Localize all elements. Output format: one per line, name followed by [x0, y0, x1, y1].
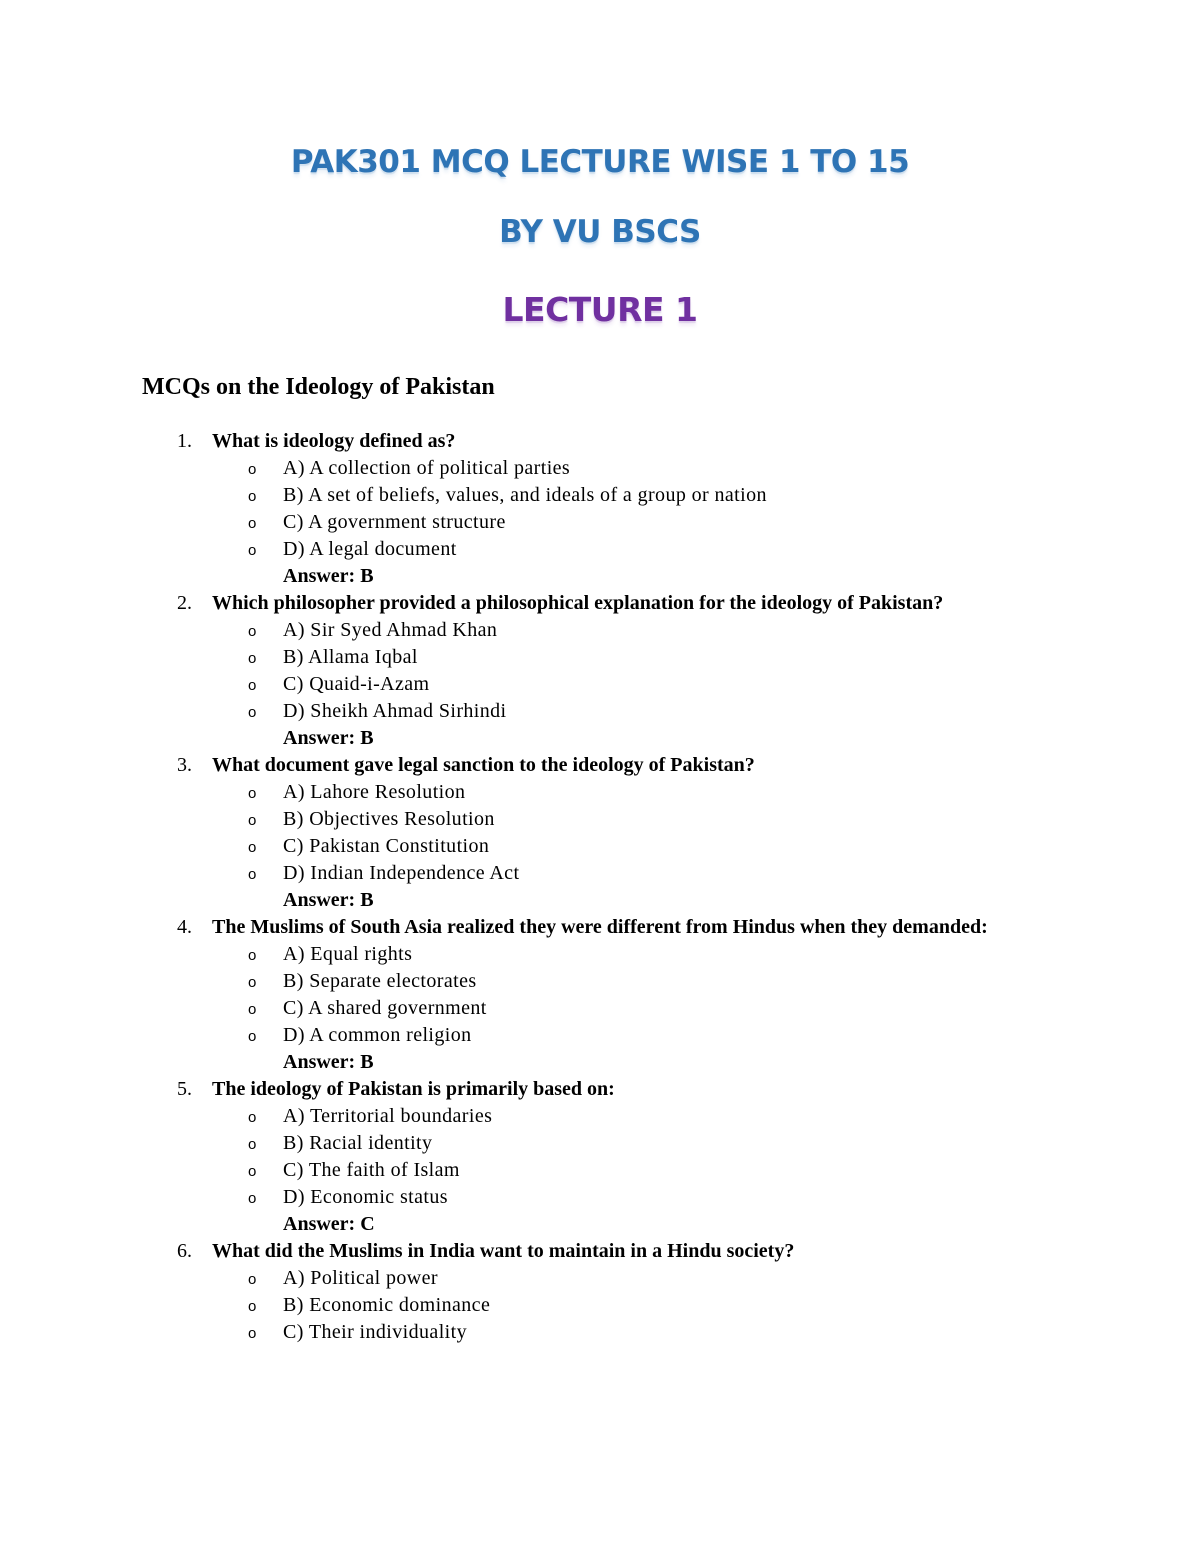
- options-list: [0, 941, 1200, 1049]
- question-number: 4.: [177, 916, 192, 938]
- option-item: [0, 1265, 1200, 1292]
- option-item: [0, 482, 1200, 509]
- option-text: B) Racial identity: [283, 1132, 433, 1154]
- question-number: 5.: [177, 1078, 192, 1100]
- bullet-icon: o: [248, 839, 257, 856]
- question-item: [0, 914, 1200, 1076]
- bullet-icon: o: [248, 461, 257, 478]
- option-item: [0, 455, 1200, 482]
- option-text: B) Economic dominance: [283, 1294, 491, 1316]
- answer-text: Answer: B: [283, 889, 374, 911]
- option-item: [0, 617, 1200, 644]
- bullet-icon: o: [248, 650, 257, 667]
- option-text: A) Lahore Resolution: [283, 781, 466, 803]
- question-number: 3.: [177, 754, 192, 776]
- options-list: [0, 1103, 1200, 1211]
- question-text: What is ideology defined as?: [212, 430, 456, 452]
- bullet-icon: o: [248, 515, 257, 532]
- lecture-heading: LECTURE 1: [502, 290, 698, 329]
- options-list: [0, 455, 1200, 563]
- option-item: [0, 806, 1200, 833]
- option-text: C) Pakistan Constitution: [283, 835, 490, 857]
- option-text: C) A government structure: [283, 511, 506, 533]
- bullet-icon: o: [248, 1028, 257, 1045]
- document-author: BY VU BSCS: [499, 214, 701, 250]
- question-number: 1.: [177, 430, 192, 452]
- option-item: [0, 860, 1200, 887]
- option-item: [0, 509, 1200, 536]
- option-text: D) Sheikh Ahmad Sirhindi: [283, 700, 507, 722]
- bullet-icon: o: [248, 542, 257, 559]
- option-text: D) Indian Independence Act: [283, 862, 520, 884]
- bullet-icon: o: [248, 1001, 257, 1018]
- option-item: [0, 995, 1200, 1022]
- bullet-icon: o: [248, 1298, 257, 1315]
- bullet-icon: o: [248, 812, 257, 829]
- question-list: [0, 428, 1200, 1346]
- bullet-icon: o: [248, 866, 257, 883]
- question-item: [0, 1238, 1200, 1346]
- bullet-icon: o: [248, 1136, 257, 1153]
- bullet-icon: o: [248, 1271, 257, 1288]
- option-item: [0, 1130, 1200, 1157]
- option-text: A) Political power: [283, 1267, 438, 1289]
- option-item: [0, 941, 1200, 968]
- option-text: C) Their individuality: [283, 1321, 467, 1343]
- option-text: C) A shared government: [283, 997, 487, 1019]
- option-text: C) Quaid-i-Azam: [283, 673, 430, 695]
- answer-text: Answer: B: [283, 1051, 374, 1073]
- bullet-icon: o: [248, 785, 257, 802]
- option-text: C) The faith of Islam: [283, 1159, 460, 1181]
- question-item: [0, 590, 1200, 752]
- option-item: [0, 644, 1200, 671]
- option-item: [0, 1184, 1200, 1211]
- option-item: [0, 833, 1200, 860]
- document-title: PAK301 MCQ LECTURE WISE 1 TO 15: [290, 144, 910, 180]
- bullet-icon: o: [248, 704, 257, 721]
- bullet-icon: o: [248, 1190, 257, 1207]
- options-list: [0, 1265, 1200, 1346]
- option-text: A) A collection of political parties: [283, 457, 571, 479]
- question-text: What document gave legal sanction to the ideology of Pakistan?: [212, 754, 755, 776]
- question-item: [0, 428, 1200, 590]
- question-text: What did the Muslims in India want to maintain in a Hindu society?: [212, 1240, 795, 1262]
- options-list: [0, 617, 1200, 725]
- option-item: [0, 698, 1200, 725]
- section-title: MCQs on the Ideology of Pakistan: [142, 374, 495, 400]
- answer-text: Answer: C: [283, 1213, 375, 1235]
- option-item: [0, 779, 1200, 806]
- option-item: [0, 1103, 1200, 1130]
- bullet-icon: o: [248, 947, 257, 964]
- question-text: Which philosopher provided a philosophical explanation for the ideology of Pakistan?: [212, 592, 944, 614]
- question-item: [0, 1076, 1200, 1238]
- option-text: A) Sir Syed Ahmad Khan: [283, 619, 498, 641]
- question-text: The Muslims of South Asia realized they were different from Hindus when they demanded:: [212, 916, 988, 938]
- bullet-icon: o: [248, 488, 257, 505]
- bullet-icon: o: [248, 623, 257, 640]
- option-item: [0, 671, 1200, 698]
- option-item: [0, 1292, 1200, 1319]
- option-text: A) Territorial boundaries: [283, 1105, 493, 1127]
- option-item: [0, 536, 1200, 563]
- option-text: D) A legal document: [283, 538, 457, 560]
- question-number: 2.: [177, 592, 192, 614]
- option-text: B) A set of beliefs, values, and ideals of a group or nation: [283, 484, 767, 506]
- bullet-icon: o: [248, 1325, 257, 1342]
- option-text: B) Objectives Resolution: [283, 808, 495, 830]
- option-text: A) Equal rights: [283, 943, 413, 965]
- options-list: [0, 779, 1200, 887]
- answer-text: Answer: B: [283, 727, 374, 749]
- question-number: 6.: [177, 1240, 192, 1262]
- option-item: [0, 1319, 1200, 1346]
- bullet-icon: o: [248, 974, 257, 991]
- answer-text: Answer: B: [283, 565, 374, 587]
- option-item: [0, 968, 1200, 995]
- question-text: The ideology of Pakistan is primarily based on:: [212, 1078, 615, 1100]
- bullet-icon: o: [248, 1163, 257, 1180]
- option-text: B) Separate electorates: [283, 970, 477, 992]
- option-text: D) Economic status: [283, 1186, 448, 1208]
- option-text: B) Allama Iqbal: [283, 646, 418, 668]
- bullet-icon: o: [248, 1109, 257, 1126]
- bullet-icon: o: [248, 677, 257, 694]
- question-item: [0, 752, 1200, 914]
- option-text: D) A common religion: [283, 1024, 472, 1046]
- option-item: [0, 1157, 1200, 1184]
- option-item: [0, 1022, 1200, 1049]
